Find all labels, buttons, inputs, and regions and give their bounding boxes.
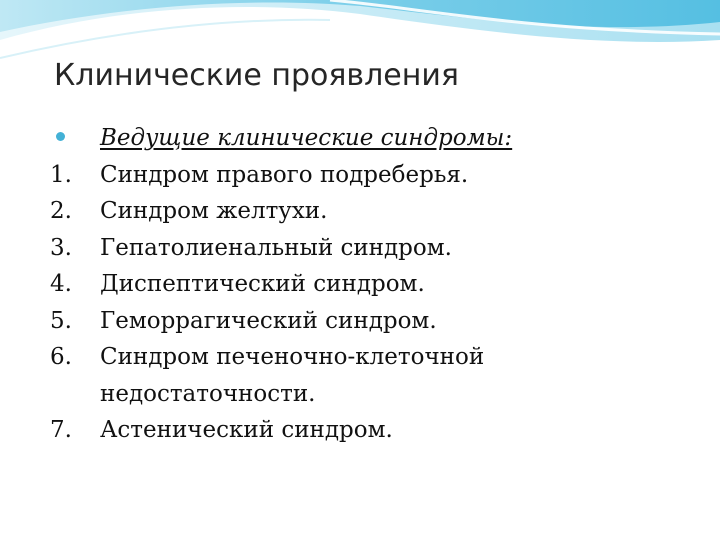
- list-item: [0, 157, 720, 194]
- list-number: 2.: [50, 198, 72, 224]
- list-item: [0, 339, 720, 412]
- list-number: 1.: [50, 161, 72, 188]
- list-item: [0, 303, 720, 340]
- list-number: 5.: [50, 307, 72, 334]
- list-item-text: Синдром печеночно-клеточной недостаточности.: [100, 344, 485, 407]
- list-item-text: Геморрагический синдром.: [100, 307, 437, 334]
- page-title: Клинические проявления: [54, 58, 459, 93]
- list-item-text: Синдром желтухи.: [100, 198, 328, 224]
- list-item: [0, 193, 720, 230]
- bullet-dot-icon: [56, 132, 65, 141]
- syndrome-list: [0, 120, 720, 449]
- list-item: [0, 412, 720, 449]
- list-number: 4.: [50, 271, 72, 297]
- list-item-text: Диспептический синдром.: [100, 271, 425, 297]
- list-item-text: Астенический синдром.: [100, 417, 393, 443]
- list-number: 7.: [50, 417, 72, 443]
- list-number: 6.: [50, 344, 72, 370]
- list-item-heading: [0, 120, 720, 157]
- list-item-text: Гепатолиенальный синдром.: [100, 234, 452, 261]
- list-item: [0, 230, 720, 267]
- list-heading: Ведущие клинические синдромы:: [100, 125, 513, 151]
- bullet-marker: [50, 120, 90, 157]
- list-item: [0, 266, 720, 303]
- list-item-text: Синдром правого подреберья.: [100, 161, 469, 188]
- list-number: 3.: [50, 234, 72, 261]
